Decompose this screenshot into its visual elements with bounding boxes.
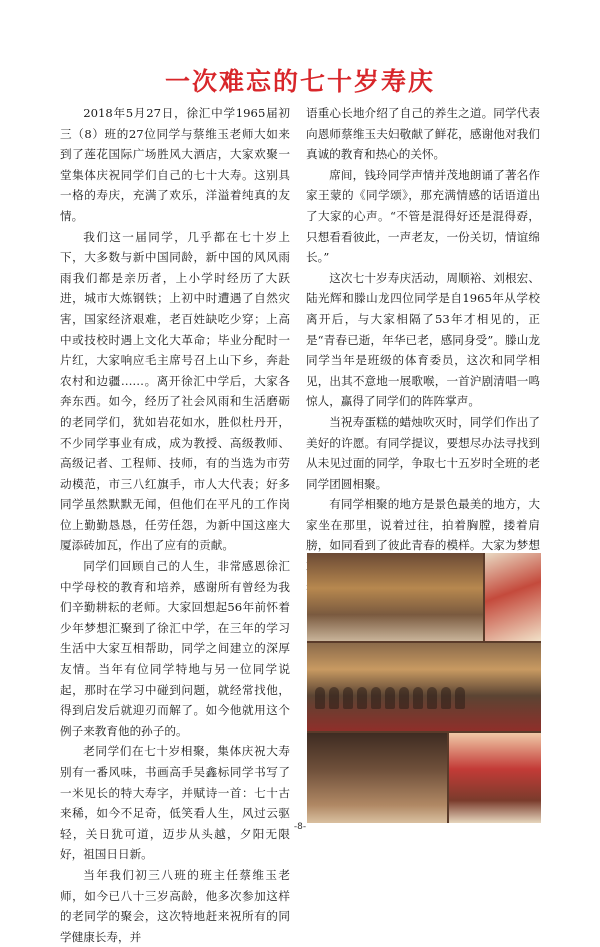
group-figures bbox=[315, 687, 475, 717]
paragraph: 2018年5月27日，徐汇中学1965届初三（8）班的27位同学与蔡维玉老师大如来到了莲花国际广场胜风大酒店，大家欢聚一堂集体庆祝同学们自己的七十大寿。这别具一格的寿庆，充满了欢乐，洋溢着纯真的友情。 bbox=[60, 106, 290, 223]
page-number: -8- bbox=[293, 822, 307, 832]
paragraph: 语重心长地介绍了自己的养生之道。同学代表向恩师蔡维玉夫妇敬献了鲜花，感谢他对我们真诚的教育和热心的关怀。 bbox=[306, 106, 540, 162]
article-title: 一次难忘的七十岁寿庆 bbox=[164, 67, 435, 96]
paragraph: 同学们回顾自己的人生，非常感恩徐汇中学母校的教育和培养，感谢所有曾经为我们辛勤耕耘的老师。大家回想起56年前怀着少年梦想汇聚到了徐汇中学，在三年的学习生活中大家互相帮助，同学之间建立的深厚友情。当年有位同学特地与另一位同学说起，那时在学习中碰到问题，就经常找他，得到启发后就迎刃而解了。如今他就用这个例子来教育他的孙子的。 bbox=[60, 559, 290, 738]
banquet-photo bbox=[307, 553, 483, 641]
paragraph: 席间，钱玲同学声情并茂地朗诵了著名作家王蒙的《同学颂》，那充满情感的话语道出了大家的心声。“不管是混得好还是混得孬，只想看看彼此，一声老友，一份关切，情谊绵长。” bbox=[306, 167, 540, 265]
paragraph: 当祝寿蛋糕的蜡烛吹灭时，同学们作出了美好的许愿。有同学提议，要想尽办法寻找到从未见过面的同学，争取七十五岁时全班的老同学团圆相聚。 bbox=[306, 414, 540, 491]
paragraph: 我们这一届同学，几乎都在七十岁上下，大多数与新中国同龄，新中国的风风雨雨我们都是亲历者，上小学时经历了大跃进，城市大炼钢铁；上初中时遭遇了自然灾害，国家经济艰难，老百姓缺吃少穿；上高中或技校时遇上文化大革命；毕业分配时一片红，大家响应毛主席号召上山下乡，奔赴农村和边疆……。离开徐汇中学后，大家各奔东西。如今，经历了社会风雨和生活磨砺的老同学们，犹如岩花如水，胜似杜丹开，不少同学事业有成，成为教授、高级教师、高级记者、工程师、技师，有的当选为市劳动模范，市三八红旗手，市人大代表；好多同学虽然默默无闻，但他们在平凡的工作岗位上勤勤恳恳，任劳任怨，为新中国这座大厦添砖加瓦，作出了应有的贡献。 bbox=[60, 229, 290, 553]
group-photo bbox=[307, 643, 541, 731]
speech-photo bbox=[307, 733, 447, 823]
singing-photo bbox=[449, 733, 541, 823]
paragraph: 这次七十岁寿庆活动，周顺裕、刘根宏、陆光辉和滕山龙四位同学是自1965年从学校离开后，与大家相隔了53年才相见的，正是“青春已逝，年华已老，感同身受”。滕山龙同学当年是班级的体育委员，这次和同学相见，出其不意地一展歌喉，一首沪剧清唱一鸣惊人，赢得了同学们的阵阵掌声。 bbox=[306, 270, 540, 409]
calligraphy-photo bbox=[485, 553, 541, 641]
left-column bbox=[60, 103, 290, 947]
right-column bbox=[306, 103, 540, 597]
photo-collage bbox=[307, 553, 541, 823]
paragraph: 有同学相聚的地方是景色最美的地方，大家坐在那里，说着过往，拍着胸膛，搂着肩膀，如同看到了彼此青春的模样。大家为梦想 bbox=[306, 497, 540, 553]
paragraph: 老同学们在七十岁相聚，集体庆祝大寿别有一番风味，书画高手吴鑫标同学书写了一米见长的特大寿字，并赋诗一首：七十古来稀，如今不足奇，低笑看人生，风过云驱轻，关日犹可道，迈步从头越，夕阳无限好，祖国日日新。 bbox=[60, 744, 290, 862]
paragraph: 当年我们初三八班的班主任蔡维玉老师，如今已八十三岁高龄，他多次参加这样的老同学的聚会，这次特地赶来祝所有的同学健康长寿，并 bbox=[60, 867, 290, 944]
